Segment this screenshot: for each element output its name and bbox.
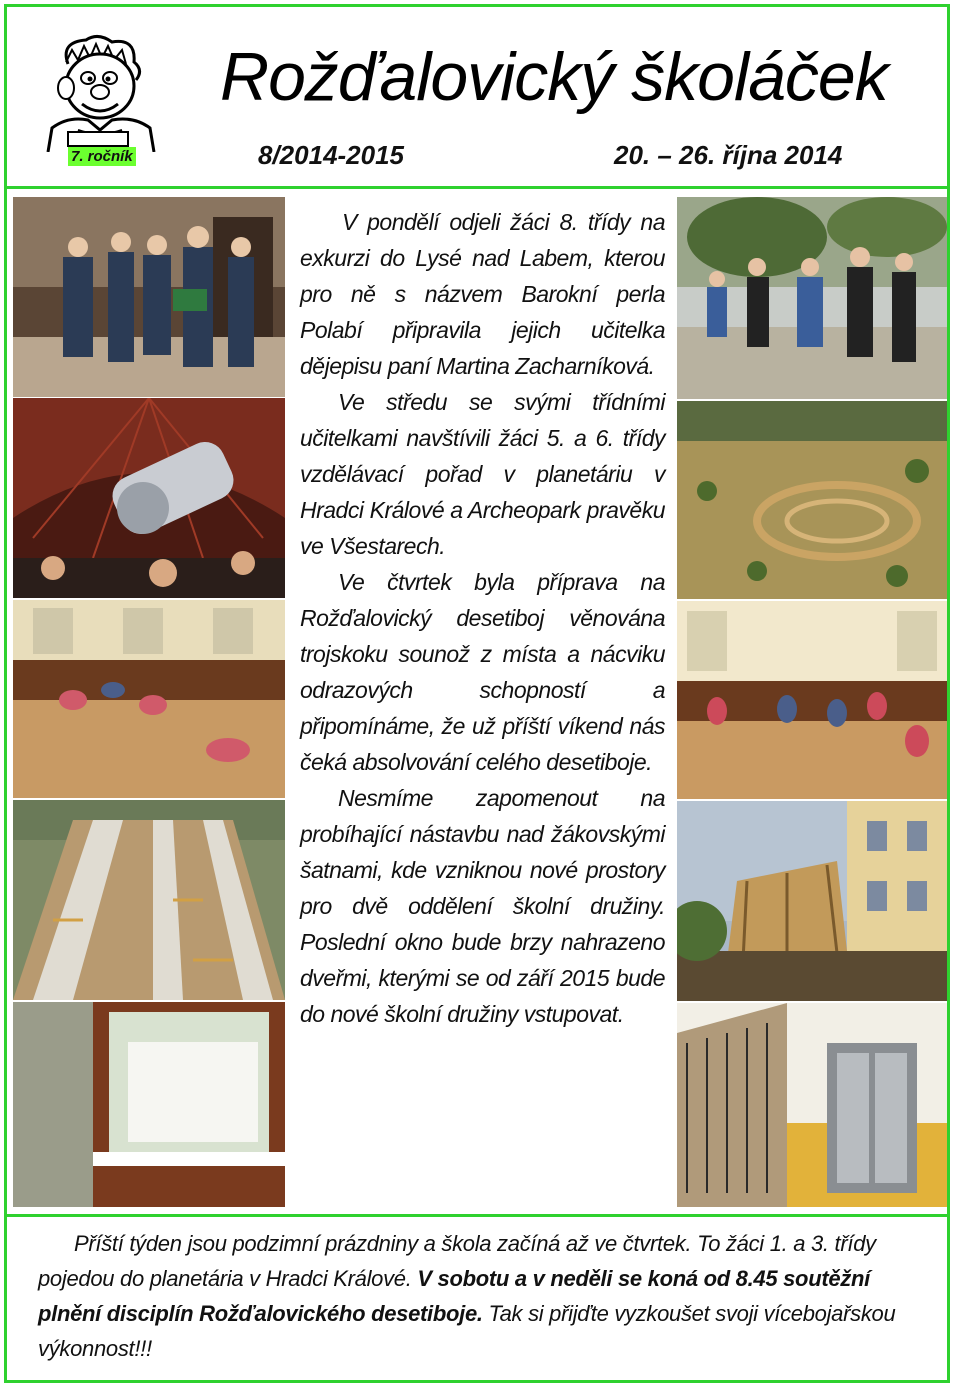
issue-number: 8/2014-2015 <box>258 140 405 170</box>
photo-staircase <box>677 1003 947 1207</box>
volume-badge: 7. ročník <box>68 147 136 166</box>
photo-church-excursion <box>13 197 285 397</box>
photo-gym-training-left <box>13 600 285 798</box>
article-paragraph: Ve čtvrtek byla příprava na Rožďalovický desetiboj věnována trojskoku sounož z místa a nácviku odrazových schopností a připomínáme, že už příští víkend nás čeká absolvování celého desetiboje. <box>300 569 665 775</box>
issue-dates: 20. – 26. října 2014 <box>614 140 843 170</box>
photo-window <box>13 1002 285 1207</box>
photo-baroque-garden <box>677 197 947 399</box>
footer-announcement <box>38 1226 928 1366</box>
photo-planetarium <box>13 398 285 598</box>
newsletter-title: Rožďalovický školáček <box>220 39 888 115</box>
article-paragraph: Ve středu se svými třídními učitelkami navštívili žáci 5. a 6. třídy vzdělávací pořad v planetáriu v Hradci Králové a Archeopark pravěku ve Všestarech. <box>300 389 665 559</box>
footer-text: Příští týden jsou podzimní prázdniny a škola začíná až ve čtvrtek. To žáci 1. a 3. třídy pojedou do planetária v Hradci Králové. <box>38 1231 876 1291</box>
photo-gym-training-right <box>677 601 947 799</box>
mascot-logo <box>38 34 162 152</box>
photo-new-building <box>677 801 947 1001</box>
footer-divider <box>6 1214 948 1217</box>
header-divider <box>6 186 948 189</box>
article-paragraph: Nesmíme zapomenout na probíhající nástavbu nad žákovskými šatnami, kde vzniknou nové prostory pro dvě oddělení školní družiny. Poslední okno bude brzy nahrazeno dveřmi, kterými se od září 2015 bude do nové školní družiny vstupovat. <box>300 785 665 1027</box>
footer-text-end: Tak si přijďte vyzkoušet svoji vícebojařskou výkonnost!!! <box>38 1301 896 1361</box>
article-body <box>300 204 665 1032</box>
article-paragraph: V pondělí odjeli žáci 8. třídy na exkurzi do Lysé nad Labem, kterou pro ně s názvem Barokní perla Polabí připravila jejich učitelka dějepisu paní Martina Zacharníková. <box>300 209 665 379</box>
photo-construction <box>13 800 285 1000</box>
photo-archeopark <box>677 401 947 599</box>
footer-highlight: V sobotu a v neděli se koná od 8.45 soutěžní plnění disciplín Rožďalovického desetiboje. <box>38 1266 870 1326</box>
